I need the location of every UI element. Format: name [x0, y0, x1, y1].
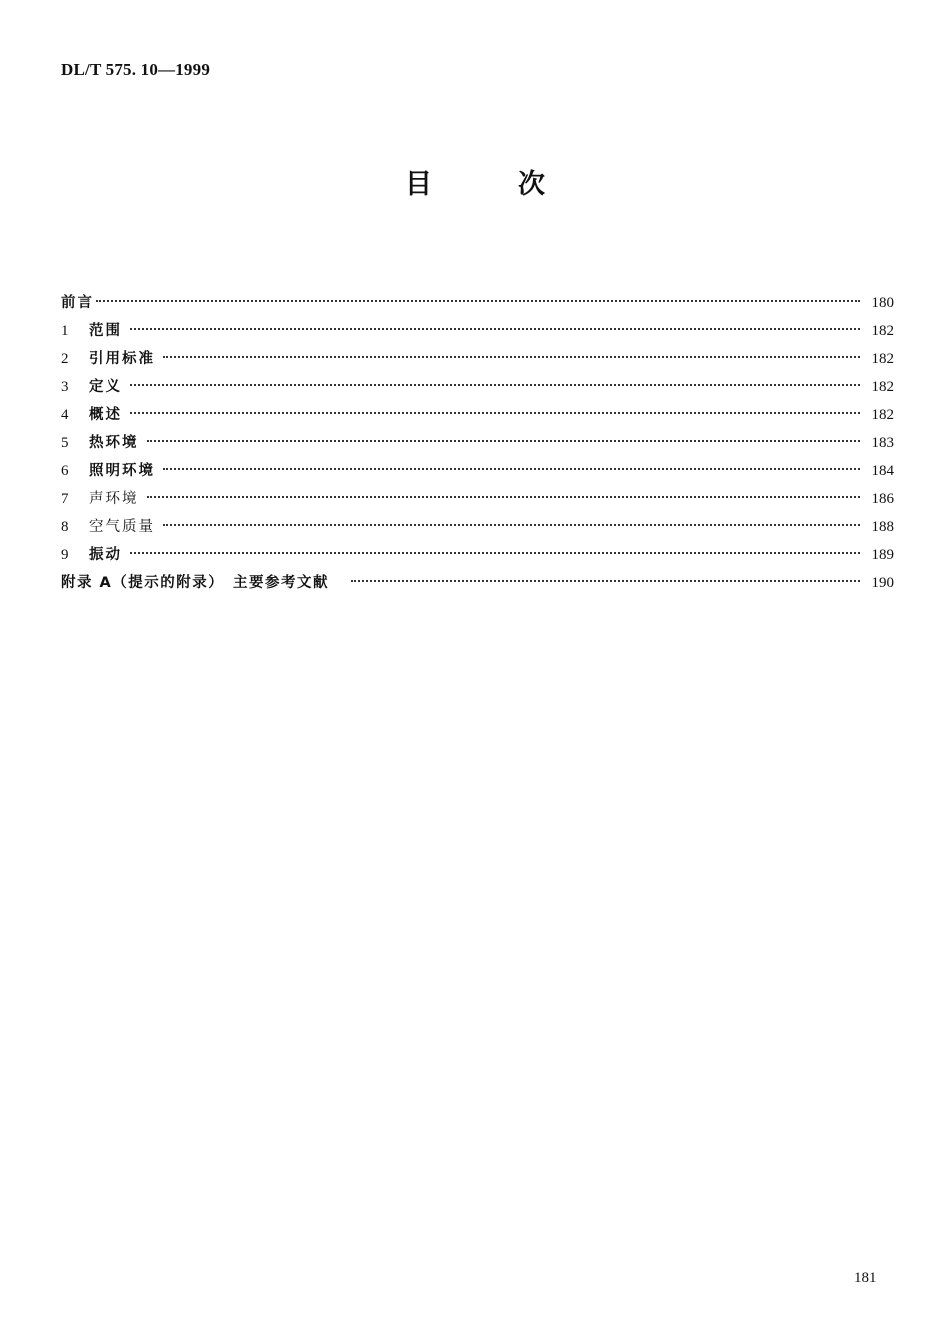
toc-entry-label: 定义 [89, 379, 122, 395]
toc-entry-page: 184 [871, 463, 894, 479]
toc-dot-leader [130, 384, 860, 386]
toc-entry-label: 附录 A（提示的附录） 主要参考文献 [61, 575, 330, 591]
toc-entry-label: 概述 [89, 407, 122, 423]
toc-entry-6[interactable] [61, 457, 894, 485]
toc-entry-label: 振动 [89, 547, 122, 563]
toc-entry-5[interactable] [61, 429, 894, 457]
toc-entry-label: 照明环境 [89, 463, 155, 479]
toc-entry-label: 引用标准 [89, 351, 155, 367]
toc-entry-number: 6 [61, 463, 69, 479]
document-code: DL/T 575. 10—1999 [61, 60, 211, 79]
toc-entry-preface[interactable] [61, 289, 894, 317]
toc-entry-label: 范围 [89, 323, 122, 339]
toc-entry-page: 183 [871, 435, 894, 451]
toc-entry-number: 2 [61, 351, 69, 367]
page-number: 181 [854, 1270, 877, 1286]
toc-entry-number: 1 [61, 323, 69, 339]
toc-entry-2[interactable] [61, 345, 894, 373]
toc-entry-label: 热环境 [89, 435, 139, 451]
toc-entry-label: 声环境 [89, 491, 139, 507]
toc-entry-page: 188 [871, 519, 894, 535]
toc-entry-number: 3 [61, 379, 69, 395]
toc-entry-page: 186 [871, 491, 894, 507]
toc-entry-number: 5 [61, 435, 69, 451]
toc-dot-leader [147, 496, 861, 498]
toc-dot-leader [163, 356, 860, 358]
toc-entry-page: 180 [871, 295, 894, 311]
toc-entry-7[interactable] [61, 485, 894, 513]
toc-dot-leader [163, 468, 860, 470]
toc-entry-number: 8 [61, 519, 69, 535]
table-of-contents [61, 289, 894, 597]
toc-entry-1[interactable] [61, 317, 894, 345]
toc-entry-3[interactable] [61, 373, 894, 401]
toc-dot-leader [130, 328, 860, 330]
toc-dot-leader [163, 524, 860, 526]
toc-entry-4[interactable] [61, 401, 894, 429]
toc-dot-leader [351, 580, 860, 582]
toc-entry-appendix-a[interactable] [61, 569, 894, 597]
toc-entry-8[interactable] [61, 513, 894, 541]
toc-dot-leader [147, 440, 861, 442]
toc-entry-page: 182 [871, 379, 894, 395]
toc-entry-number: 4 [61, 407, 69, 423]
toc-entry-label: 前言 [61, 295, 94, 311]
toc-entry-number: 9 [61, 547, 69, 563]
toc-entry-number: 7 [61, 491, 69, 507]
page-title: 目次 [405, 169, 631, 200]
toc-dot-leader [130, 552, 860, 554]
toc-dot-leader [96, 300, 860, 302]
toc-entry-page: 189 [871, 547, 894, 563]
toc-entry-page: 190 [871, 575, 894, 591]
toc-entry-label: 空气质量 [89, 519, 155, 535]
toc-entry-page: 182 [871, 351, 894, 367]
toc-entry-9[interactable] [61, 541, 894, 569]
toc-entry-page: 182 [871, 323, 894, 339]
toc-entry-page: 182 [871, 407, 894, 423]
toc-dot-leader [130, 412, 860, 414]
